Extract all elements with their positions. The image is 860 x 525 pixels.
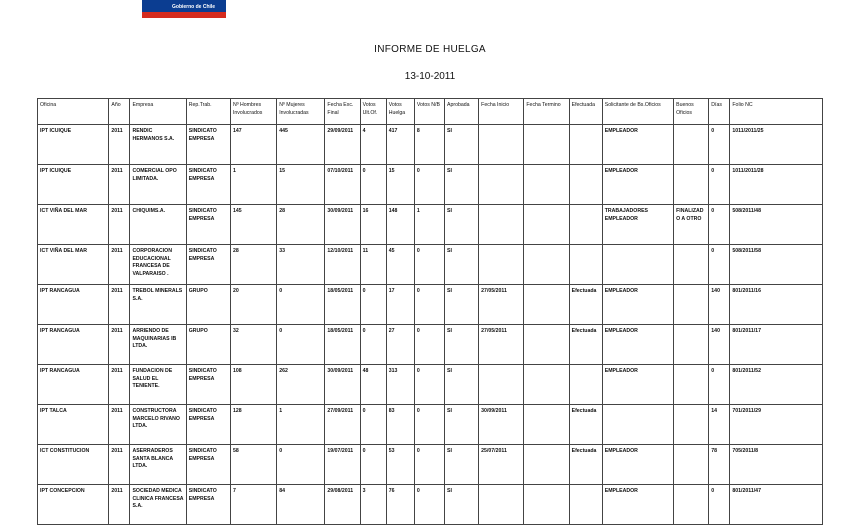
- table-cell: 0: [709, 125, 730, 165]
- table-cell: [569, 365, 602, 405]
- table-cell: ASERRADEROS SANTA BLANCA LTDA.: [130, 445, 186, 485]
- table-cell: IPT RANCAGUA: [38, 285, 109, 325]
- table-row: [38, 405, 823, 445]
- table-cell: IPT RANCAGUA: [38, 325, 109, 365]
- table-cell: IPT TALCA: [38, 405, 109, 445]
- table-cell: 27/09/2011: [325, 405, 360, 445]
- table-cell: 801/2011/47: [730, 485, 823, 525]
- table-cell: ARRIENDO DE MAQUINARIAS IB LTDA.: [130, 325, 186, 365]
- column-header: Buenos Oficios: [674, 99, 709, 125]
- table-cell: [569, 125, 602, 165]
- table-cell: 2011: [109, 365, 130, 405]
- table-cell: 705/2011/8: [730, 445, 823, 485]
- table-cell: 801/2011/52: [730, 365, 823, 405]
- government-logo: [142, 0, 226, 18]
- table-cell: 27/05/2011: [479, 285, 524, 325]
- table-cell: 76: [386, 485, 414, 525]
- column-header: Fecha Inicio: [479, 99, 524, 125]
- table-cell: RENDIC HERMANOS S.A.: [130, 125, 186, 165]
- table-cell: EMPLEADOR: [602, 365, 673, 405]
- table-cell: 0: [414, 365, 444, 405]
- table-cell: [524, 485, 569, 525]
- table-cell: [674, 245, 709, 285]
- table-cell: [674, 325, 709, 365]
- column-header: Nº Hombres Involucrados: [230, 99, 276, 125]
- table-cell: COMERCIAL OPO LIMITADA.: [130, 165, 186, 205]
- table-cell: 801/2011/17: [730, 325, 823, 365]
- table-cell: Efectuada: [569, 405, 602, 445]
- table-cell: Efectuada: [569, 285, 602, 325]
- table-cell: ICT CONSTITUCION: [38, 445, 109, 485]
- table-cell: [479, 365, 524, 405]
- report-title: INFORME DE HUELGA: [374, 44, 486, 55]
- table-cell: 20: [230, 285, 276, 325]
- table-cell: ICT VIÑA DEL MAR: [38, 205, 109, 245]
- table-cell: [569, 245, 602, 285]
- table-cell: [569, 165, 602, 205]
- table-cell: 30/09/2011: [325, 205, 360, 245]
- table-cell: 2011: [109, 245, 130, 285]
- column-header: Votos Huelga: [386, 99, 414, 125]
- table-cell: TREBOL MINERALS S.A.: [130, 285, 186, 325]
- table-cell: IPT CONCEPCION: [38, 485, 109, 525]
- table-cell: [524, 405, 569, 445]
- table-cell: 30/09/2011: [479, 405, 524, 445]
- table-cell: TRABAJADORES EMPLEADOR: [602, 205, 673, 245]
- column-header: Solicitante de Bs.Oficios: [602, 99, 673, 125]
- table-cell: Efectuada: [569, 325, 602, 365]
- table-cell: CORPORACION EDUCACIONAL FRANCESA DE VALPARAISO .: [130, 245, 186, 285]
- table-cell: FINALIZADO A OTRO: [674, 205, 709, 245]
- table-cell: 84: [277, 485, 325, 525]
- table-cell: [524, 125, 569, 165]
- table-cell: 11: [360, 245, 386, 285]
- column-header: Folio NC: [730, 99, 823, 125]
- table-body: [38, 125, 823, 525]
- table-cell: 0: [277, 285, 325, 325]
- table-cell: SI: [445, 285, 479, 325]
- table-cell: [674, 125, 709, 165]
- table-cell: 0: [360, 285, 386, 325]
- table-cell: 18/05/2011: [325, 285, 360, 325]
- table-cell: 83: [386, 405, 414, 445]
- table-cell: EMPLEADOR: [602, 165, 673, 205]
- table-cell: 8: [414, 125, 444, 165]
- table-cell: SI: [445, 245, 479, 285]
- table-cell: SI: [445, 325, 479, 365]
- table-cell: 2011: [109, 205, 130, 245]
- table-cell: [524, 325, 569, 365]
- table-cell: [674, 165, 709, 205]
- table-cell: 0: [709, 205, 730, 245]
- column-header: Fecha Exc. Final: [325, 99, 360, 125]
- table-cell: IPT ICUIQUE: [38, 125, 109, 165]
- table-cell: SINDICATO EMPRESA: [186, 445, 230, 485]
- table-cell: [524, 365, 569, 405]
- table-cell: 78: [709, 445, 730, 485]
- logo-text: Gobierno de Chile: [172, 4, 216, 10]
- column-header: Votos N/B: [414, 99, 444, 125]
- table-cell: 28: [277, 205, 325, 245]
- table-cell: 25/07/2011: [479, 445, 524, 485]
- table-cell: FUNDACION DE SALUD EL TENIENTE.: [130, 365, 186, 405]
- table-cell: [479, 245, 524, 285]
- table-cell: 28: [230, 245, 276, 285]
- table-cell: 145: [230, 205, 276, 245]
- table-cell: 0: [360, 405, 386, 445]
- table-row: [38, 125, 823, 165]
- table-cell: 0: [360, 325, 386, 365]
- table-cell: EMPLEADOR: [602, 485, 673, 525]
- strike-report-table: [37, 98, 823, 525]
- table-cell: 0: [709, 485, 730, 525]
- table-cell: 1: [230, 165, 276, 205]
- table-cell: 1: [277, 405, 325, 445]
- table-cell: 7: [230, 485, 276, 525]
- table-cell: SINDICATO EMPRESA: [186, 485, 230, 525]
- column-header: Rep.Trab.: [186, 99, 230, 125]
- table-cell: SINDICATO EMPRESA: [186, 125, 230, 165]
- table-cell: 32: [230, 325, 276, 365]
- table-cell: 27: [386, 325, 414, 365]
- table-cell: CONSTRUCTORA MARCELO RIVANO LTDA.: [130, 405, 186, 445]
- table-cell: 128: [230, 405, 276, 445]
- table-cell: 0: [360, 445, 386, 485]
- table-cell: 801/2011/16: [730, 285, 823, 325]
- table-cell: 15: [386, 165, 414, 205]
- table-cell: [602, 405, 673, 445]
- table-cell: 29/08/2011: [325, 485, 360, 525]
- table-cell: SI: [445, 365, 479, 405]
- column-header: Empresa: [130, 99, 186, 125]
- table-cell: EMPLEADOR: [602, 285, 673, 325]
- table-cell: 1011/2011/28: [730, 165, 823, 205]
- table-cell: CHIQUIMS.A.: [130, 205, 186, 245]
- table-cell: SI: [445, 485, 479, 525]
- table-cell: EMPLEADOR: [602, 325, 673, 365]
- table-cell: SINDICATO EMPRESA: [186, 165, 230, 205]
- table-row: [38, 245, 823, 285]
- table-cell: [524, 245, 569, 285]
- table-cell: 262: [277, 365, 325, 405]
- table-cell: 2011: [109, 325, 130, 365]
- table-row: [38, 485, 823, 525]
- table-cell: 58: [230, 445, 276, 485]
- table-cell: 16: [360, 205, 386, 245]
- table-cell: SINDICATO EMPRESA: [186, 245, 230, 285]
- table-cell: 313: [386, 365, 414, 405]
- table-cell: 148: [386, 205, 414, 245]
- table-cell: 4: [360, 125, 386, 165]
- table-cell: ICT VIÑA DEL MAR: [38, 245, 109, 285]
- table-cell: 0: [414, 325, 444, 365]
- table-cell: 2011: [109, 165, 130, 205]
- column-header: Efectuada: [569, 99, 602, 125]
- column-header: Nº Mujeres Involucradas: [277, 99, 325, 125]
- table-cell: 19/07/2011: [325, 445, 360, 485]
- table-cell: IPT RANCAGUA: [38, 365, 109, 405]
- table-cell: 0: [414, 165, 444, 205]
- table-cell: 417: [386, 125, 414, 165]
- table-cell: [479, 205, 524, 245]
- table-cell: EMPLEADOR: [602, 445, 673, 485]
- table-cell: GRUPO: [186, 285, 230, 325]
- table-cell: [674, 365, 709, 405]
- table-cell: 1011/2011/25: [730, 125, 823, 165]
- table-cell: 1: [414, 205, 444, 245]
- table-cell: SINDICATO EMPRESA: [186, 365, 230, 405]
- table-cell: 140: [709, 285, 730, 325]
- table-cell: SI: [445, 405, 479, 445]
- table-cell: 0: [277, 445, 325, 485]
- table-cell: 0: [414, 445, 444, 485]
- table-row: [38, 365, 823, 405]
- table-cell: 18/05/2011: [325, 325, 360, 365]
- table-cell: 33: [277, 245, 325, 285]
- table-row: [38, 205, 823, 245]
- table-cell: 48: [360, 365, 386, 405]
- table-cell: 701/2011/29: [730, 405, 823, 445]
- table-row: [38, 285, 823, 325]
- column-header: Oficina: [38, 99, 109, 125]
- table-cell: 0: [277, 325, 325, 365]
- column-header: Fecha Termino: [524, 99, 569, 125]
- table-cell: 15: [277, 165, 325, 205]
- table-header-row: [38, 99, 823, 125]
- table-cell: [569, 485, 602, 525]
- flag-star-field: [142, 0, 164, 12]
- table-cell: [674, 405, 709, 445]
- table-cell: 108: [230, 365, 276, 405]
- table-cell: [674, 445, 709, 485]
- table-row: [38, 165, 823, 205]
- table-cell: 07/10/2011: [325, 165, 360, 205]
- table-cell: SI: [445, 125, 479, 165]
- column-header: Días: [709, 99, 730, 125]
- table-cell: [524, 285, 569, 325]
- table-cell: IPT ICUIQUE: [38, 165, 109, 205]
- table-cell: 140: [709, 325, 730, 365]
- table-cell: [524, 205, 569, 245]
- table-cell: SI: [445, 205, 479, 245]
- table-cell: GRUPO: [186, 325, 230, 365]
- table-cell: 2011: [109, 405, 130, 445]
- table-cell: 30/09/2011: [325, 365, 360, 405]
- table-cell: 27/05/2011: [479, 325, 524, 365]
- table-row: [38, 445, 823, 485]
- table-cell: [569, 205, 602, 245]
- report-date: 13-10-2011: [404, 71, 456, 82]
- table-cell: SI: [445, 445, 479, 485]
- table-cell: 45: [386, 245, 414, 285]
- table-cell: 0: [709, 365, 730, 405]
- table-cell: [674, 485, 709, 525]
- table-cell: 3: [360, 485, 386, 525]
- table-cell: [524, 445, 569, 485]
- table-row: [38, 325, 823, 365]
- table-cell: 2011: [109, 485, 130, 525]
- table-cell: 0: [709, 245, 730, 285]
- table-cell: Efectuada: [569, 445, 602, 485]
- column-header: Año: [109, 99, 130, 125]
- table-cell: SINDICATO EMPRESA: [186, 205, 230, 245]
- table-cell: 0: [414, 285, 444, 325]
- table-cell: 2011: [109, 445, 130, 485]
- table-cell: 147: [230, 125, 276, 165]
- table-cell: 14: [709, 405, 730, 445]
- table-cell: 0: [414, 485, 444, 525]
- table-cell: SI: [445, 165, 479, 205]
- table-cell: 2011: [109, 285, 130, 325]
- column-header: Aprobada: [445, 99, 479, 125]
- table-cell: 445: [277, 125, 325, 165]
- table-cell: SINDICATO EMPRESA: [186, 405, 230, 445]
- table-cell: [479, 125, 524, 165]
- table-cell: 508/2011/58: [730, 245, 823, 285]
- table-cell: 53: [386, 445, 414, 485]
- table-cell: 0: [414, 245, 444, 285]
- table-cell: 0: [360, 165, 386, 205]
- table-cell: [524, 165, 569, 205]
- table-cell: EMPLEADOR: [602, 125, 673, 165]
- table-cell: [479, 485, 524, 525]
- table-cell: [674, 285, 709, 325]
- column-header: Votos Ult.Of.: [360, 99, 386, 125]
- table-cell: 29/09/2011: [325, 125, 360, 165]
- table-cell: [479, 165, 524, 205]
- flag-red-stripe: [142, 12, 226, 18]
- table-cell: 0: [414, 405, 444, 445]
- table-cell: 17: [386, 285, 414, 325]
- table-cell: 0: [709, 165, 730, 205]
- table-cell: [602, 245, 673, 285]
- table-cell: 12/10/2011: [325, 245, 360, 285]
- table-cell: 2011: [109, 125, 130, 165]
- table-cell: 508/2011/48: [730, 205, 823, 245]
- table-cell: SOCIEDAD MEDICA CLINICA FRANCESA S.A.: [130, 485, 186, 525]
